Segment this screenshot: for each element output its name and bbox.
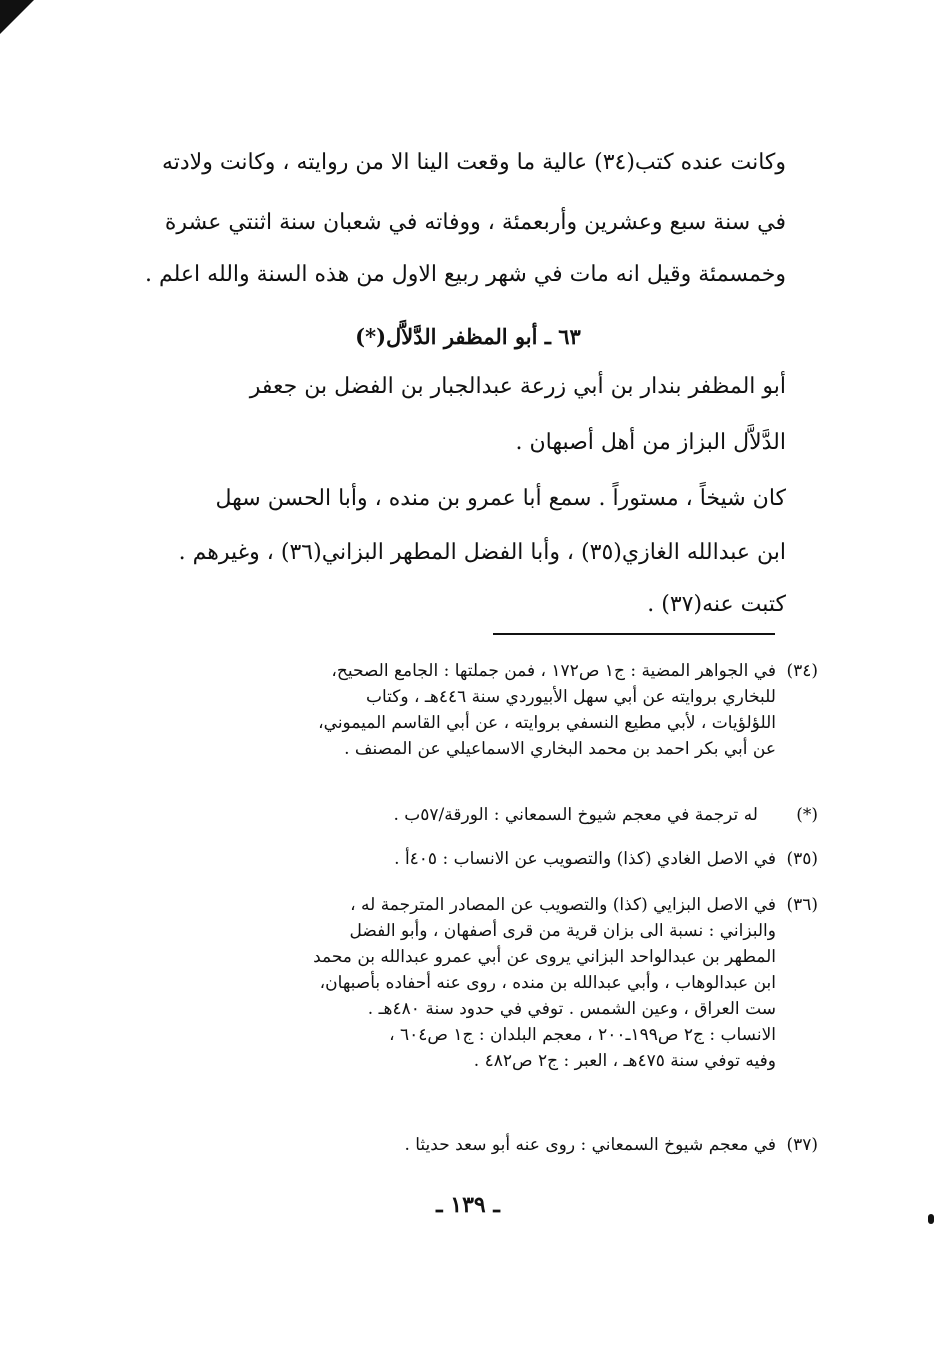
footnote-36	[313, 892, 818, 1074]
page-number: ـ ١٣٩ ـ	[436, 1192, 500, 1218]
para2-line-2: الدَّلاَّل البزاز من أهل أصبهان .	[515, 430, 786, 455]
footnote-line: وفيه توفي سنة ٤٧٥هـ ، العبر : ج٢ ص٤٨٢ .	[473, 1051, 776, 1071]
body-line-1: وكانت عنده كتب(٣٤) عالية ما وقعت الينا الا من روايته ، وكانت ولادته	[161, 150, 786, 175]
footnote-line: ست العراق ، وعين الشمس . توفي في حدود سنة ٤٨٠هـ .	[367, 999, 776, 1019]
footnote-line: الانساب : ج٢ ص١٩٩ـ٢٠٠ ، معجم البلدان : ج١ ص٦٠٤ ،	[389, 1025, 776, 1045]
body-line-3: وخمسمئة وقيل انه مات في شهر ربيع الاول من هذه السنة والله اعلم .	[145, 262, 786, 287]
footnote-line: للبخاري بروايته عن أبي سهل الأبيوردي سنة ٤٤٦هـ ، وكتاب	[365, 687, 776, 707]
footnote-35	[394, 846, 818, 872]
footnote-number: (٣٥)	[786, 849, 818, 869]
footnote-number: (٣٤)	[786, 661, 818, 681]
footnote-37	[404, 1132, 818, 1158]
footnote-line: ابن عبدالوهاب ، وأبي عبدالله بن منده ، روى عنه أحفاده بأصبهان،	[319, 973, 776, 993]
footnote-line: اللؤلؤيات ، لأبي مطيع النسفي بروايته ، عن أبي القاسم الميموني،	[318, 713, 776, 733]
footnote-34	[318, 658, 818, 762]
para3-line-1: كان شيخاً ، مستوراً . سمع أبا عمرو بن منده ، وأبا الحسن سهل	[215, 486, 786, 511]
para3-line-2: ابن عبدالله الغازي(٣٥) ، وأبا الفضل المطهر البزاني(٣٦) ، وغيرهم .	[178, 540, 786, 565]
footnote-number: (٣٧)	[786, 1135, 818, 1155]
footnote-number: (٣٦)	[786, 895, 818, 915]
footnote-line: عن أبي بكر احمد بن محمد البخاري الاسماعيلي عن المصنف .	[344, 739, 776, 759]
footnote-star	[393, 802, 818, 828]
para2-line-1: أبو المظفر بندار بن أبي زرعة عبدالجبار بن الفضل بن جعفر	[249, 374, 786, 399]
body-line-2: في سنة سبع وعشرين وأربعمئة ، ووفاته في شعبان سنة اثنتي عشرة	[164, 210, 786, 235]
section-heading: ٦٣ ـ أبو المظفر الدَّلاَّل(*)	[355, 324, 581, 349]
footnote-line: في الاصل الغادي (كذا) والتصويب عن الانساب : ٤٠٥أ .	[394, 849, 776, 869]
footnote-line: في الجواهر المضية : ج١ ص١٧٢ ، فمن جملتها : الجامع الصحيح،	[331, 661, 776, 681]
footnote-line: في الاصل البزايي (كذا) والتصويب عن المصادر المترجمة له ،	[350, 895, 776, 915]
footnote-separator	[493, 633, 775, 635]
scan-mark	[928, 1214, 934, 1224]
footnote-line: المطهر بن عبدالواحد البزاني يروى عن أبي عمرو عبدالله بن محمد	[313, 947, 776, 967]
footnote-line: في معجم شيوخ السمعاني : روى عنه أبو سعد حديثا .	[404, 1135, 776, 1155]
footnote-number: (*)	[796, 805, 818, 825]
footnote-line: له ترجمة في معجم شيوخ السمعاني : الورقة/٥٧ب .	[393, 805, 758, 825]
footnote-line: والبزاني : نسبة الى بزان قرية من قرى أصفهان ، وأبو الفضل	[349, 921, 776, 941]
para3-line-3: كتبت عنه(٣٧) .	[647, 592, 786, 617]
